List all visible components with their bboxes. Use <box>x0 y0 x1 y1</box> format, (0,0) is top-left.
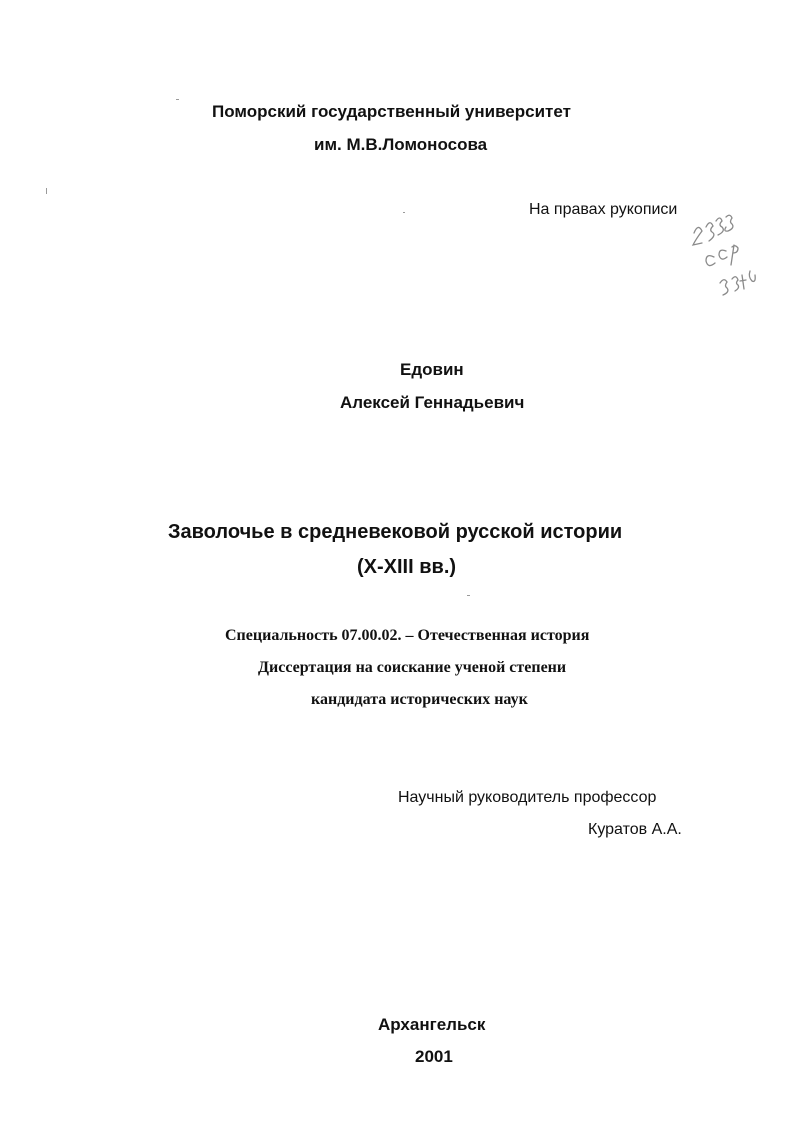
scan-speck <box>403 212 405 213</box>
city: Архангельск <box>378 1015 486 1034</box>
specialty-line: Специальность 07.00.02. – Отечественная история <box>225 627 590 644</box>
university-name: им. М.В.Ломоносова <box>314 135 488 154</box>
author-surname: Едовин <box>400 360 464 379</box>
degree-line-1: Диссертация на соискание ученой степени <box>258 659 567 676</box>
dissertation-title: Заволочье в средневековой русской истории <box>168 521 623 543</box>
scan-speck <box>176 99 179 100</box>
year: 2001 <box>415 1047 453 1066</box>
author-given-names: Алексей Геннадьевич <box>340 393 525 412</box>
handwritten-annotation <box>680 205 770 310</box>
dissertation-period: (X-XIII вв.) <box>357 556 457 578</box>
degree-line-2: кандидата исторических наук <box>311 691 528 708</box>
supervisor-name: Куратов А.А. <box>588 821 682 838</box>
manuscript-note: На правах рукописи <box>529 201 678 218</box>
scan-speck <box>467 595 470 596</box>
scan-speck <box>46 188 47 194</box>
university-heading: Поморский государственный университет <box>212 102 571 121</box>
supervisor-role: Научный руководитель профессор <box>398 789 657 806</box>
